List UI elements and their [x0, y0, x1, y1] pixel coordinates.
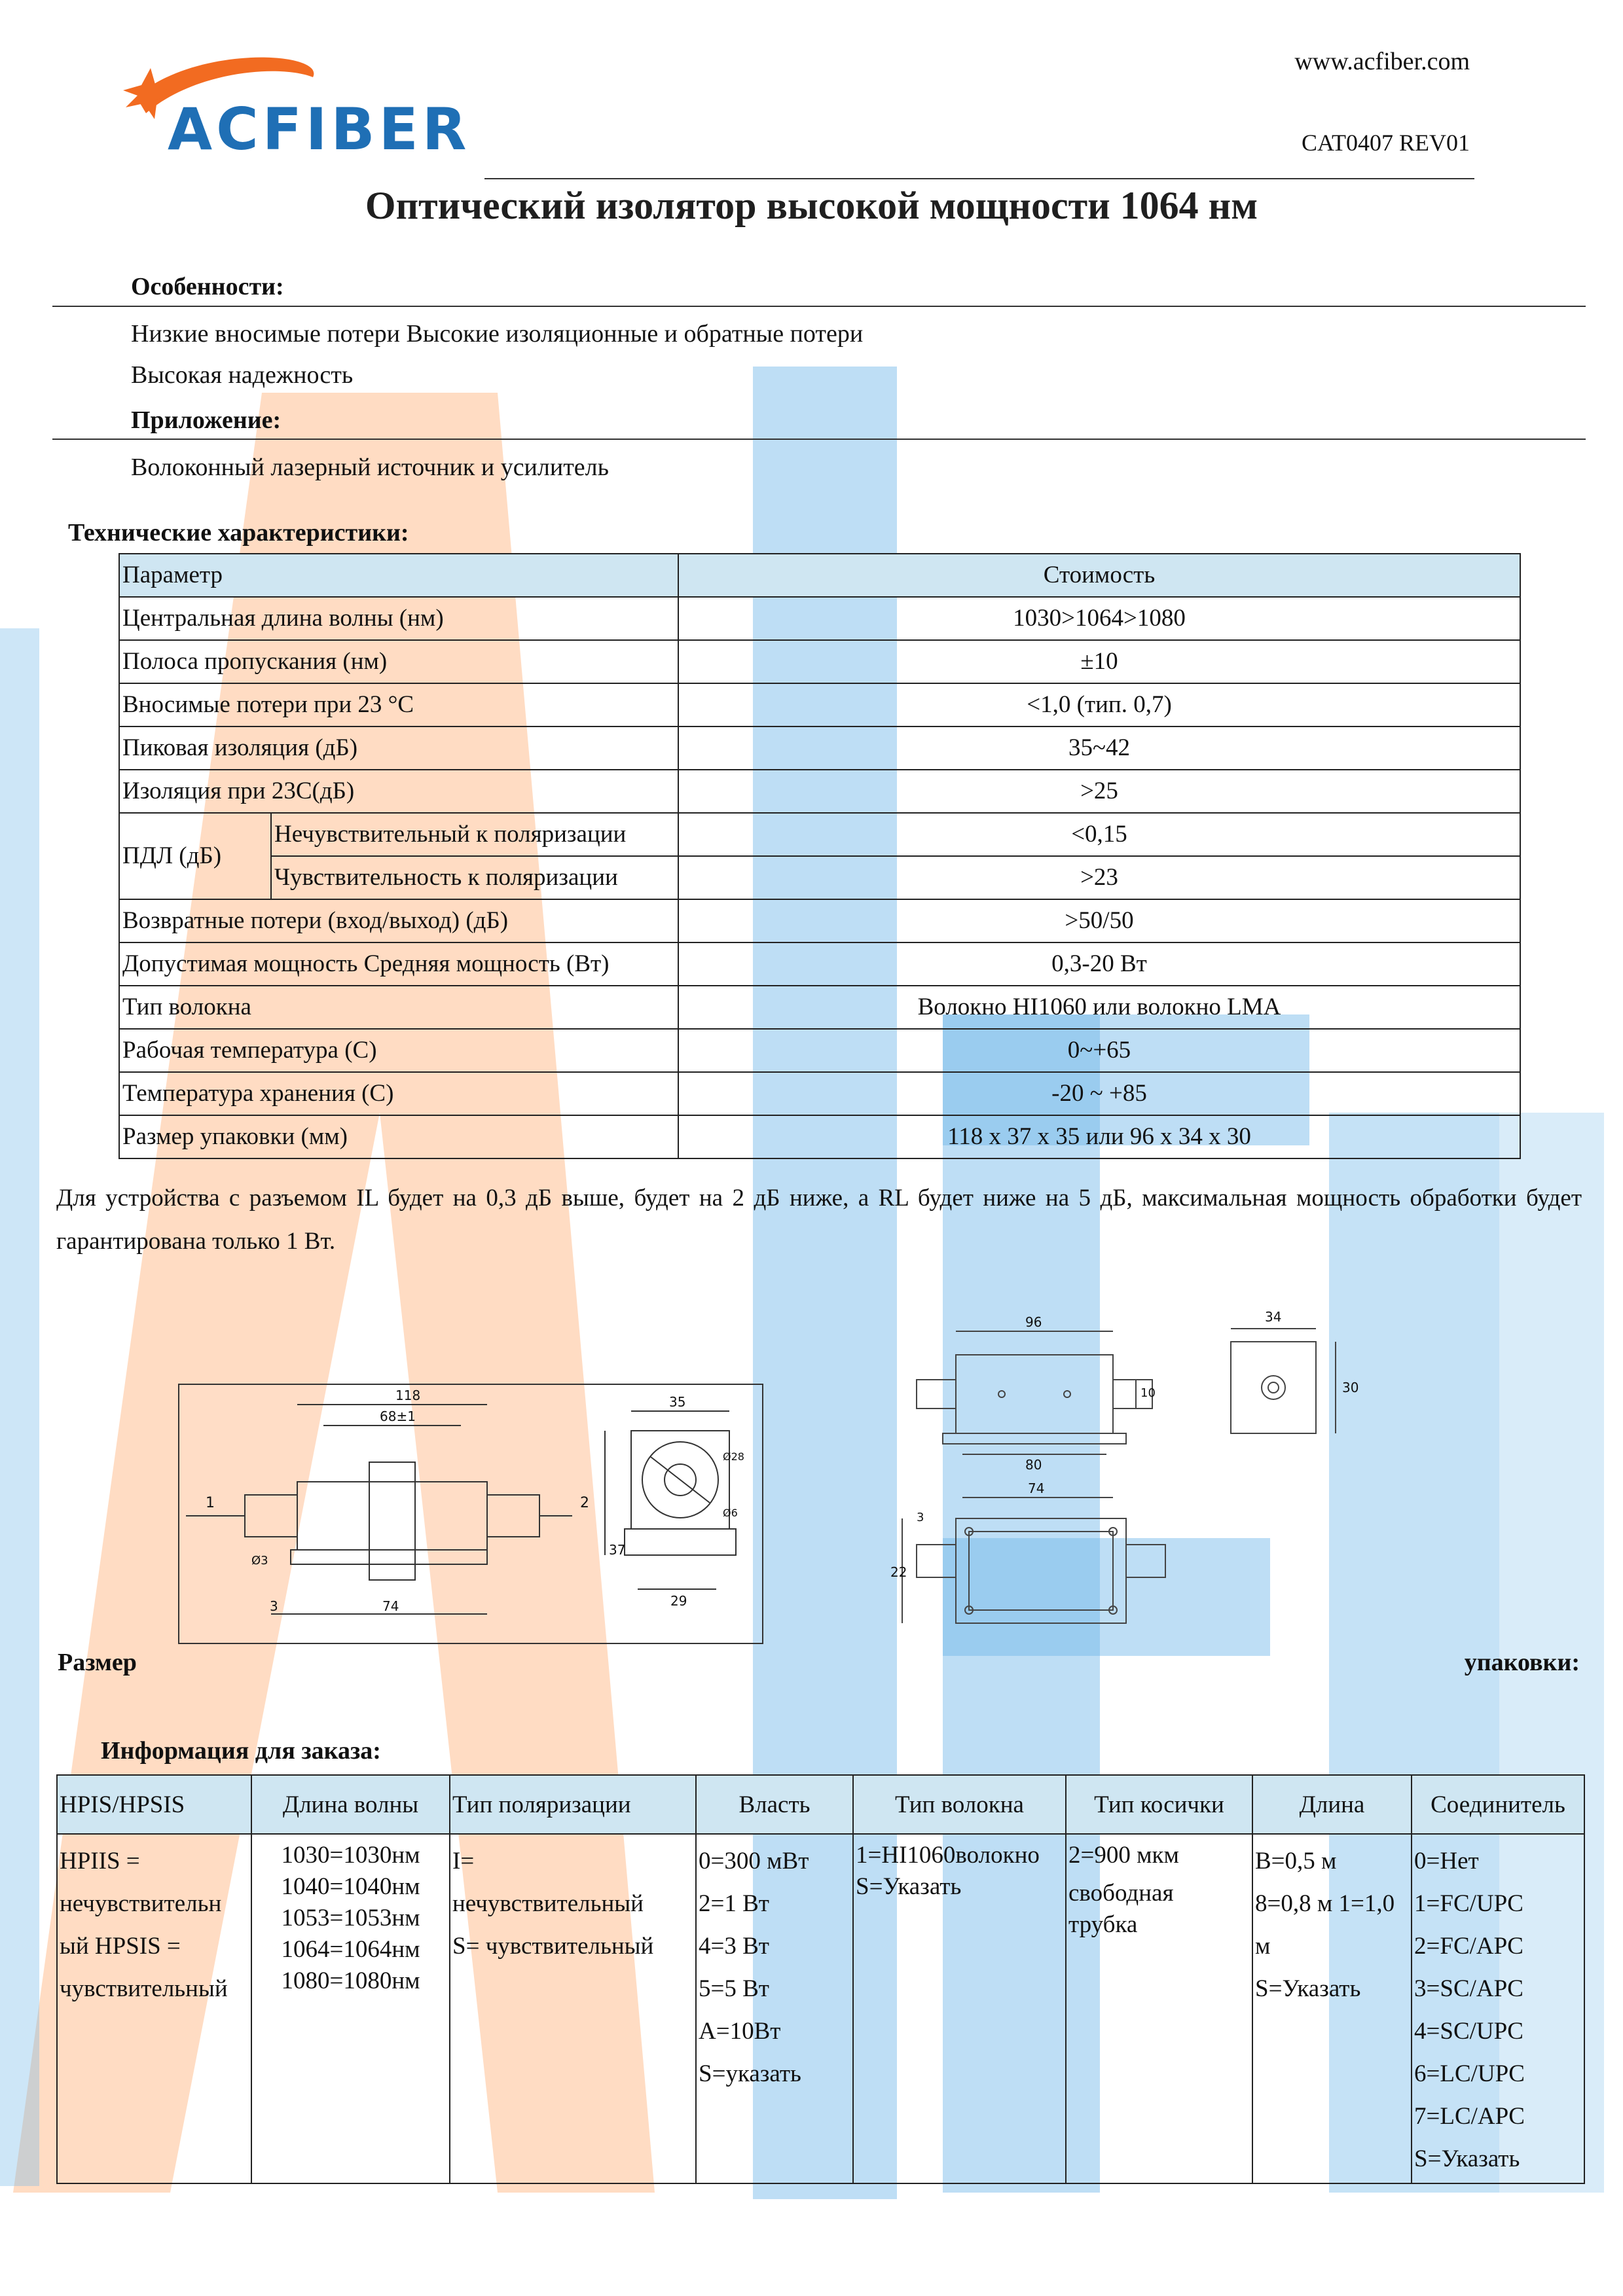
dim-side-width: 34	[1265, 1309, 1282, 1325]
option-line: свободная	[1068, 1880, 1174, 1907]
option-line: 1080=1080нм	[281, 1967, 420, 1994]
dim-length: 96	[1025, 1314, 1042, 1330]
option-line: 1064=1064нм	[281, 1936, 420, 1963]
table-row	[119, 597, 1520, 640]
table-row	[119, 640, 1520, 683]
param-cell: Температура хранения (С)	[119, 1072, 678, 1115]
value-cell: 35~42	[678, 726, 1520, 770]
col-header-param: Параметр	[119, 554, 678, 597]
order-cell-power	[696, 1834, 853, 2183]
col-header: Длина волны	[251, 1775, 450, 1834]
param-cell: Размер упаковки (мм)	[119, 1115, 678, 1158]
website[interactable]: www.acfiber.com	[1294, 48, 1470, 75]
dim-tab: 3	[270, 1598, 278, 1614]
option-line: 1040=1040нм	[281, 1873, 420, 1900]
option-line: 7=LC/APC	[1414, 2103, 1525, 2130]
dim-dia-2: Ø6	[723, 1507, 738, 1519]
ordering-heading: Информация для заказа:	[101, 1737, 381, 1765]
option-line: 4=3 Вт	[699, 1933, 769, 1960]
option-line: 0=300 мВт	[699, 1848, 809, 1874]
table-row	[57, 1834, 1584, 2183]
package-drawing-2	[890, 1302, 1414, 1643]
param-cell: Возвратные потери (вход/выход) (дБ)	[119, 899, 678, 942]
col-header: Тип поляризации	[450, 1775, 696, 1834]
option-line: чувствительный	[60, 1975, 228, 2002]
features-divider	[52, 306, 1586, 307]
acfiber-logo	[117, 51, 470, 162]
option-line: 5=5 Вт	[699, 1975, 769, 2002]
page-title: Оптический изолятор высокой мощности 1064 нм	[365, 184, 1258, 227]
table-row	[119, 1072, 1520, 1115]
option-line: 6=LC/UPC	[1414, 2060, 1525, 2087]
table-row	[119, 683, 1520, 726]
option-line: 2=1 Вт	[699, 1890, 769, 1917]
param-cell: Центральная длина волны (нм)	[119, 597, 678, 640]
order-cell-connector	[1412, 1834, 1584, 2183]
col-header: Власть	[696, 1775, 853, 1834]
option-line: S= чувствительный	[452, 1933, 654, 1960]
table-row	[119, 770, 1520, 813]
value-cell: Волокно HI1060 или волокно LMA	[678, 986, 1520, 1029]
value-cell: >23	[678, 856, 1520, 899]
ordering-table	[56, 1774, 1585, 2184]
option-line: трубка	[1068, 1911, 1138, 1938]
value-cell: 0~+65	[678, 1029, 1520, 1072]
option-line: A=10Вт	[699, 2018, 781, 2045]
param-cell: Нечувствительный к поляризации	[271, 813, 678, 856]
feature-item: Низкие вносимые потери Высокие изоляционные и обратные потери	[131, 320, 864, 348]
table-row	[57, 1775, 1584, 1834]
dim-side-height: 30	[1342, 1380, 1359, 1395]
dim-bottom-height: 22	[890, 1564, 907, 1580]
package-size-label-left: Размер	[58, 1649, 137, 1676]
table-row	[119, 1115, 1520, 1158]
value-cell: 118 x 37 x 35 или 96 x 34 x 30	[678, 1115, 1520, 1158]
value-cell: 1030>1064>1080	[678, 597, 1520, 640]
param-cell: Рабочая температура (С)	[119, 1029, 678, 1072]
option-line: 2=900 мкм	[1068, 1842, 1179, 1869]
table-row	[119, 986, 1520, 1029]
option-line: 3=SC/APC	[1414, 1975, 1523, 2002]
param-cell: Допустимая мощность Средняя мощность (Вт)	[119, 942, 678, 986]
specs-heading: Технические характеристики:	[68, 519, 409, 547]
option-line: 0=Нет	[1414, 1848, 1479, 1874]
package-drawing-1	[178, 1384, 763, 1644]
application-text: Волоконный лазерный источник и усилитель	[131, 454, 609, 481]
specs-table	[119, 553, 1521, 1159]
dim-square: 35	[669, 1394, 686, 1410]
option-line: 1053=1053нм	[281, 1905, 420, 1931]
specs-note: Для устройства с разъемом IL будет на 0,3 дБ выше, будет на 2 дБ ниже, а RL будет ниже на 5 дБ, максимальная мощность обработки будет гарантирована только 1 Вт.	[56, 1185, 1582, 1255]
option-line: нечувствительн	[60, 1890, 222, 1917]
option-line: 1030=1030нм	[281, 1842, 420, 1869]
option-line: B=0,5 м	[1255, 1848, 1337, 1874]
doc-code: CAT0407 REV01	[1301, 130, 1470, 156]
dim-height: 10	[1140, 1386, 1156, 1400]
param-cell: Пиковая изоляция (дБ)	[119, 726, 678, 770]
dim-dia-1: Ø28	[723, 1450, 744, 1463]
order-cell-pigtail	[1066, 1834, 1252, 2183]
value-cell: -20 ~ +85	[678, 1072, 1520, 1115]
port-label-2: 2	[580, 1495, 589, 1511]
value-cell: >25	[678, 770, 1520, 813]
order-cell-length	[1252, 1834, 1412, 2183]
table-row	[119, 726, 1520, 770]
dim-fiber: Ø3	[251, 1554, 268, 1568]
value-cell: 0,3-20 Вт	[678, 942, 1520, 986]
value-cell: ±10	[678, 640, 1520, 683]
param-cell: Чувствительность к поляризации	[271, 856, 678, 899]
option-line: 2=FC/APC	[1414, 1933, 1523, 1960]
dim-foot: 29	[670, 1593, 687, 1609]
dim-base: 74	[382, 1598, 399, 1614]
col-header-value: Стоимость	[678, 554, 1520, 597]
package-size-label-right: упаковки:	[1464, 1649, 1580, 1676]
table-row	[119, 899, 1520, 942]
option-line: S=указать	[699, 2060, 801, 2087]
dim-depth: 37	[609, 1542, 626, 1558]
order-cell-wavelength	[251, 1834, 450, 2183]
param-cell: Тип волокна	[119, 986, 678, 1029]
table-row	[119, 856, 1520, 899]
col-header: HPIS/HPSIS	[57, 1775, 251, 1834]
param-cell: Изоляция при 23С(дБ)	[119, 770, 678, 813]
option-line: 4=SC/UPC	[1414, 2018, 1523, 2045]
pdl-label: ПДЛ (дБ)	[119, 813, 271, 899]
table-row	[119, 1029, 1520, 1072]
col-header: Соединитель	[1412, 1775, 1584, 1834]
feature-item: Высокая надежность	[131, 361, 354, 389]
col-header: Длина	[1252, 1775, 1412, 1834]
value-cell: <0,15	[678, 813, 1520, 856]
option-line: S=Указать	[1255, 1975, 1361, 2002]
dim-length: 118	[395, 1388, 421, 1403]
order-cell-fiber	[853, 1834, 1066, 2183]
features-heading: Особенности:	[131, 273, 284, 300]
option-line: HPIIS =	[60, 1848, 140, 1874]
application-heading: Приложение:	[131, 406, 282, 434]
order-cell-type	[57, 1834, 251, 2183]
param-cell: Полоса пропускания (нм)	[119, 640, 678, 683]
option-line: 1=FC/UPC	[1414, 1890, 1523, 1917]
order-cell-polarization	[450, 1834, 696, 2183]
option-line: S=Указать	[1414, 2145, 1520, 2172]
param-cell: Вносимые потери при 23 °C	[119, 683, 678, 726]
option-line: S=Указать	[856, 1873, 962, 1900]
table-row	[119, 554, 1520, 597]
dim-bottom-length: 74	[1028, 1480, 1045, 1496]
option-line: 1=HI1060волокно	[856, 1842, 1040, 1869]
col-header: Тип волокна	[853, 1775, 1066, 1834]
dim-base: 80	[1025, 1457, 1042, 1473]
option-line: I=	[452, 1848, 475, 1874]
option-line: 8=0,8 м 1=1,0	[1255, 1890, 1395, 1917]
col-header: Тип косички	[1066, 1775, 1252, 1834]
option-line: ый HPSIS =	[60, 1933, 181, 1960]
value-cell: >50/50	[678, 899, 1520, 942]
option-line: м	[1255, 1933, 1271, 1960]
application-divider	[52, 439, 1586, 440]
dim-inner: 68±1	[380, 1408, 416, 1424]
dim-bottom-tab: 3	[917, 1511, 924, 1524]
table-row	[119, 813, 1520, 856]
header-divider	[484, 178, 1474, 179]
value-cell: <1,0 (тип. 0,7)	[678, 683, 1520, 726]
table-row	[119, 942, 1520, 986]
option-line: нечувствительный	[452, 1890, 644, 1917]
logo-text: ACFIBER	[168, 96, 471, 163]
port-label-1: 1	[206, 1495, 215, 1511]
